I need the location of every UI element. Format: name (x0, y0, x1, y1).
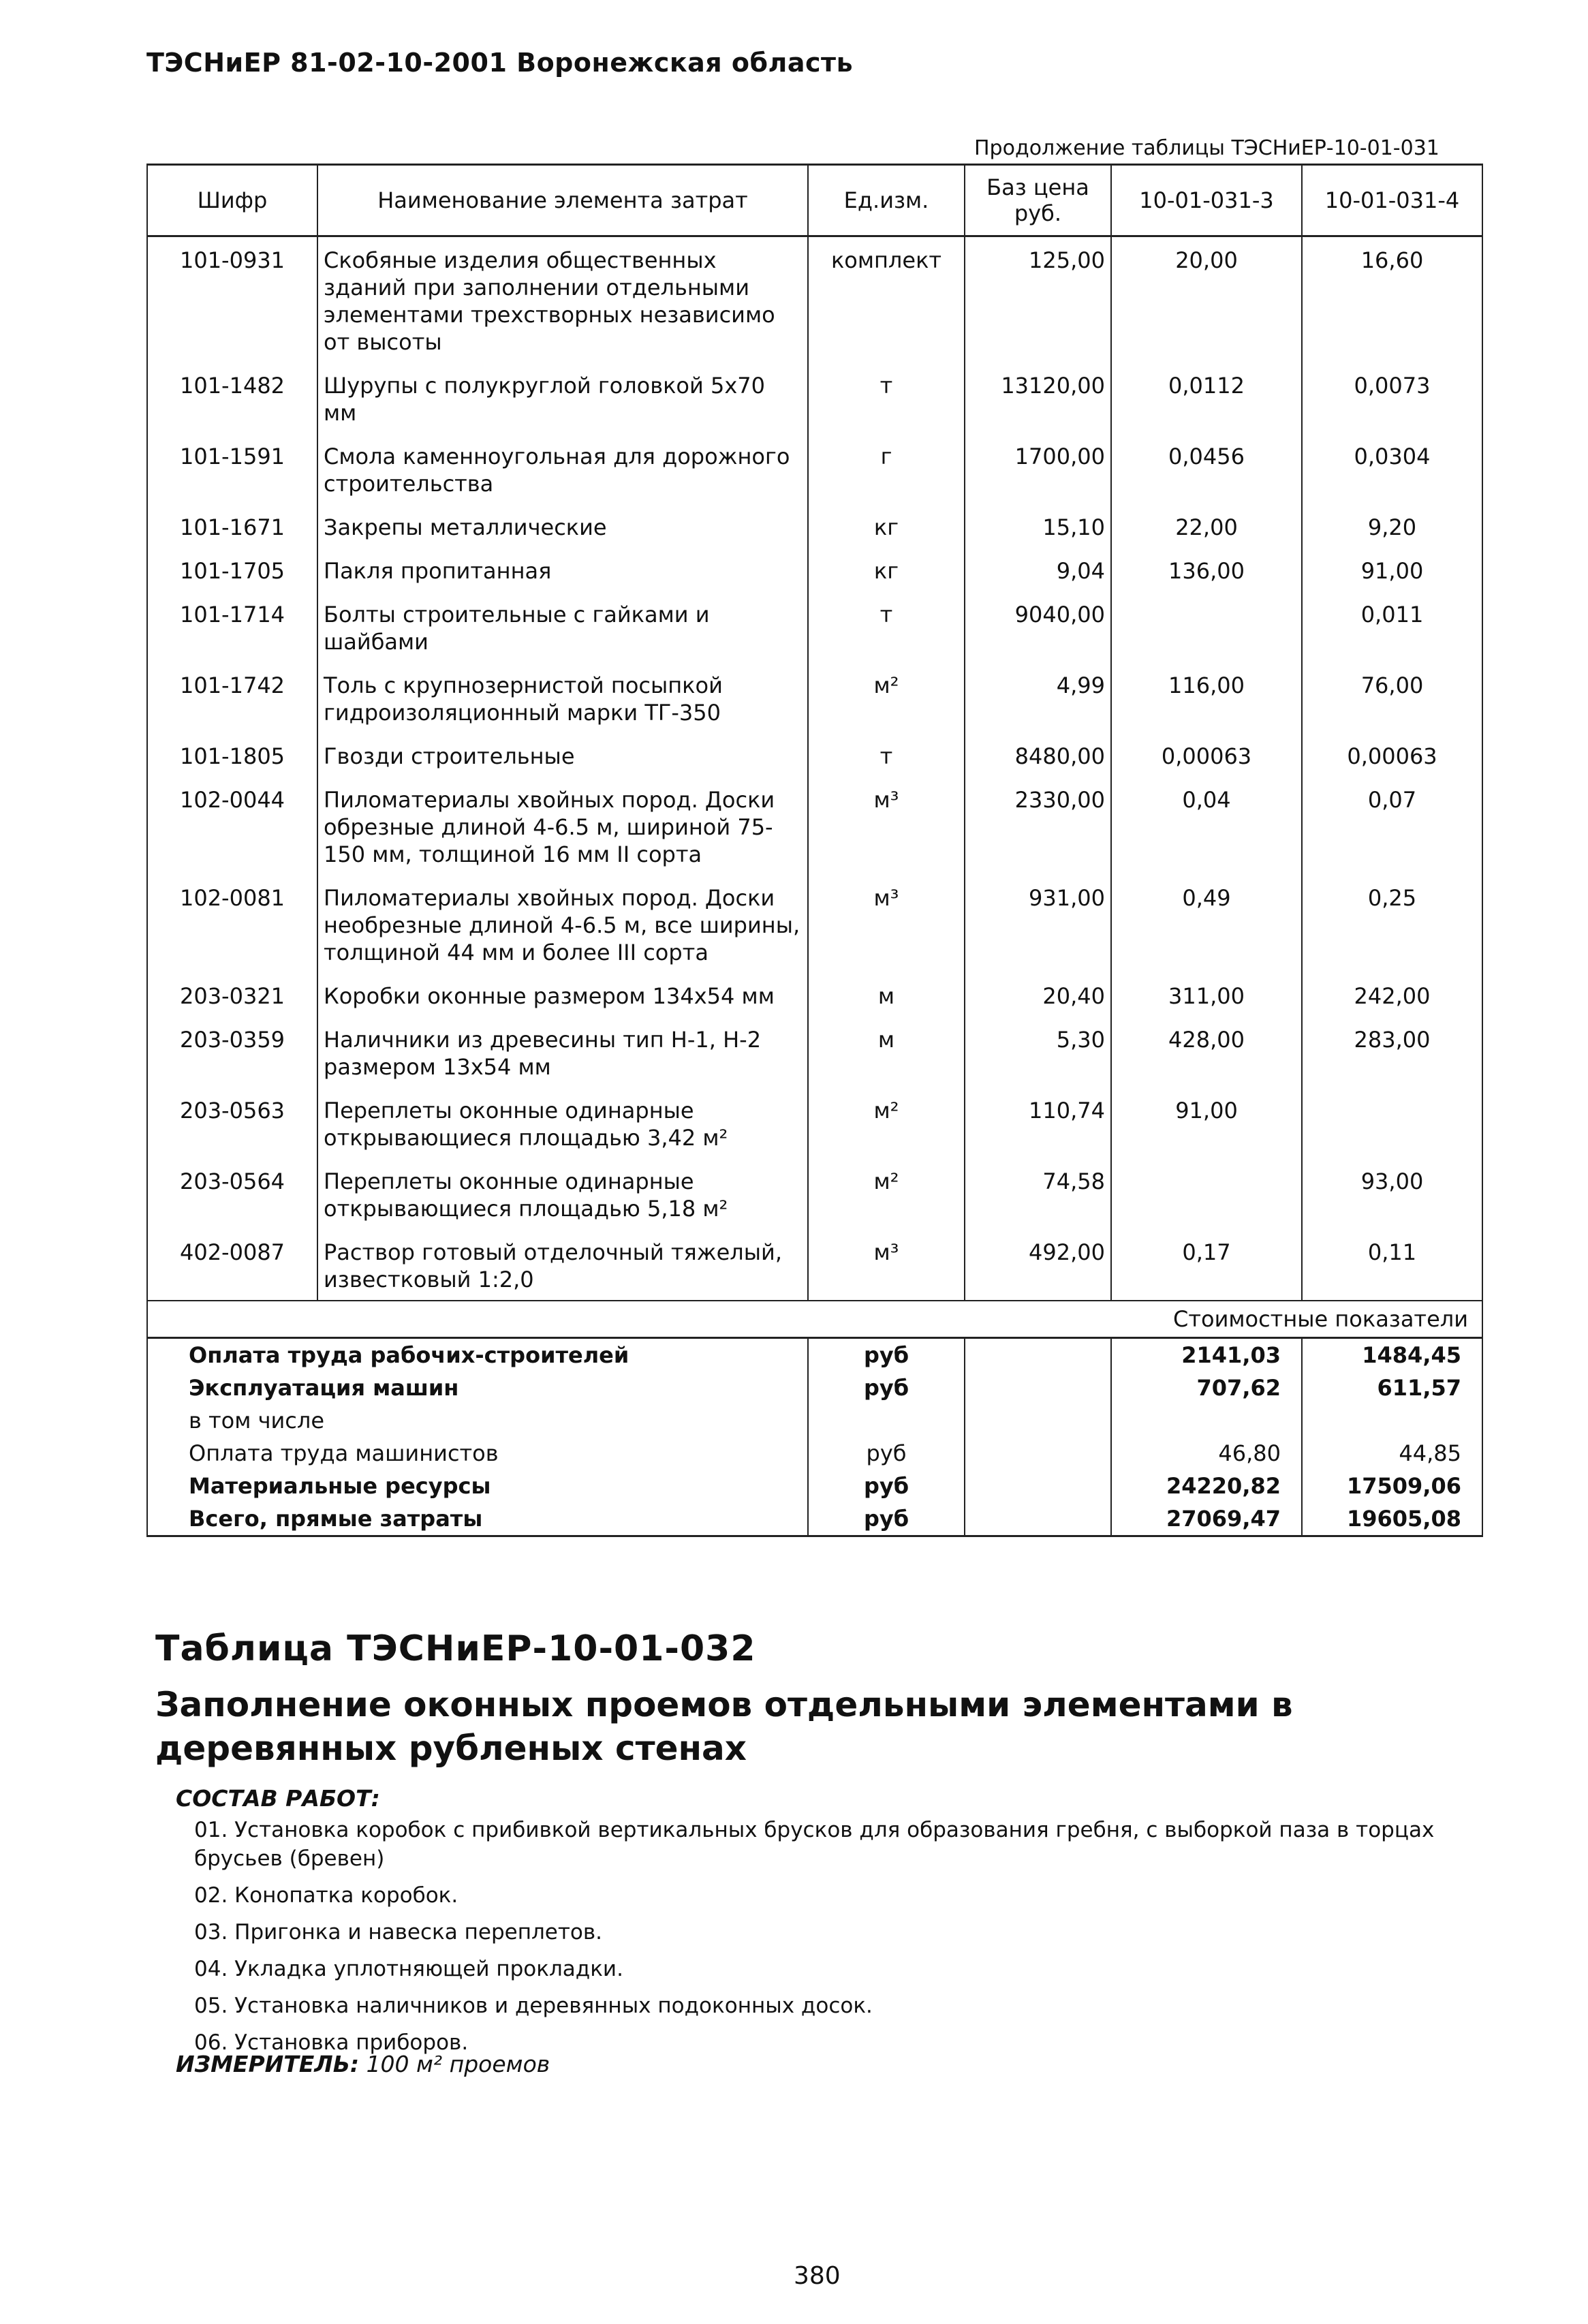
row-value-031-3: 311,00 (1111, 973, 1302, 1017)
row-unit: т (808, 733, 965, 777)
table-row (147, 1158, 1482, 1229)
table2-subtitle: Заполнение оконных проемов отдельными элементами в деревянных рубленых стенах (155, 1685, 1293, 1768)
row-name: Раствор готовый отделочный тяжелый, известковый 1:2,0 (317, 1229, 808, 1301)
col-header-code: Шифр (147, 165, 317, 236)
cost-row (147, 1372, 1482, 1404)
works-item: 06. Установка приборов. (194, 2030, 469, 2055)
row-value-031-4 (1302, 1087, 1482, 1158)
row-price: 8480,00 (965, 733, 1111, 777)
cost-unit: руб (808, 1338, 965, 1372)
table-row (147, 362, 1482, 433)
row-code: 102-0044 (147, 777, 317, 875)
cost-label: Эксплуатация машин (147, 1372, 808, 1404)
cost-label: Материальные ресурсы (147, 1470, 808, 1502)
col-header-unit: Ед.изм. (808, 165, 965, 236)
cost-empty (965, 1502, 1111, 1536)
row-code: 101-1591 (147, 433, 317, 504)
table-row (147, 236, 1482, 363)
row-value-031-4: 0,07 (1302, 777, 1482, 875)
row-value-031-4: 91,00 (1302, 548, 1482, 591)
row-name: Пакля пропитанная (317, 548, 808, 591)
cost-label: Оплата труда машинистов (147, 1437, 808, 1470)
row-unit: комплект (808, 236, 965, 363)
table2-title: Таблица ТЭСНиЕР-10-01-032 (155, 1628, 756, 1669)
table-row (147, 973, 1482, 1017)
row-value-031-3: 136,00 (1111, 548, 1302, 591)
row-unit: м² (808, 662, 965, 733)
table-header-row (147, 165, 1482, 236)
row-unit: м² (808, 1158, 965, 1229)
document-header-title: ТЭСНиЕР 81-02-10-2001 Воронежская область (146, 48, 854, 78)
cost-value-031-3: 2141,03 (1111, 1338, 1302, 1372)
row-value-031-4: 76,00 (1302, 662, 1482, 733)
row-unit: кг (808, 504, 965, 548)
row-price: 9040,00 (965, 591, 1111, 662)
cost-unit: руб (808, 1502, 965, 1536)
row-code: 101-1705 (147, 548, 317, 591)
row-unit: т (808, 362, 965, 433)
row-name: Наличники из древесины тип Н-1, Н-2 размером 13x54 мм (317, 1017, 808, 1087)
row-name: Пиломатериалы хвойных пород. Доски необрезные длиной 4-6.5 м, все ширины, толщиной 44 мм и более III сорта (317, 875, 808, 973)
col-header-name: Наименование элемента затрат (317, 165, 808, 236)
row-price: 20,40 (965, 973, 1111, 1017)
measurer (176, 2051, 550, 2077)
row-name: Пиломатериалы хвойных пород. Доски обрезные длиной 4-6.5 м, шириной 75-150 мм, толщиной 16 мм II сорта (317, 777, 808, 875)
row-code: 203-0563 (147, 1087, 317, 1158)
row-value-031-4: 0,0304 (1302, 433, 1482, 504)
cost-value-031-4: 1484,45 (1302, 1338, 1482, 1372)
row-price: 5,30 (965, 1017, 1111, 1087)
row-unit: м² (808, 1087, 965, 1158)
row-name: Коробки оконные размером 134x54 мм (317, 973, 808, 1017)
row-value-031-4: 93,00 (1302, 1158, 1482, 1229)
table-row (147, 777, 1482, 875)
row-price: 4,99 (965, 662, 1111, 733)
row-code: 203-0321 (147, 973, 317, 1017)
row-price: 125,00 (965, 236, 1111, 363)
row-name: Толь с крупнозернистой посыпкой гидроизоляционный марки ТГ-350 (317, 662, 808, 733)
row-price: 931,00 (965, 875, 1111, 973)
cost-value-031-4: 611,57 (1302, 1372, 1482, 1404)
row-name: Болты строительные с гайками и шайбами (317, 591, 808, 662)
resource-table (146, 164, 1483, 1537)
row-value-031-3: 22,00 (1111, 504, 1302, 548)
cost-value-031-3: 707,62 (1111, 1372, 1302, 1404)
row-code: 101-1482 (147, 362, 317, 433)
row-code: 101-1805 (147, 733, 317, 777)
cost-value-031-3 (1111, 1404, 1302, 1437)
cost-empty (965, 1470, 1111, 1502)
cost-section-row (147, 1301, 1482, 1338)
table-row (147, 548, 1482, 591)
row-value-031-4: 0,0073 (1302, 362, 1482, 433)
row-value-031-3: 428,00 (1111, 1017, 1302, 1087)
row-value-031-4: 9,20 (1302, 504, 1482, 548)
table-row (147, 662, 1482, 733)
works-heading: СОСТАВ РАБОТ: (176, 1785, 380, 1812)
table-row (147, 1229, 1482, 1301)
cost-value-031-3: 24220,82 (1111, 1470, 1302, 1502)
cost-row (147, 1437, 1482, 1470)
row-name: Смола каменноугольная для дорожного строительства (317, 433, 808, 504)
row-name: Переплеты оконные одинарные открывающиеся площадью 3,42 м² (317, 1087, 808, 1158)
cost-value-031-4: 17509,06 (1302, 1470, 1482, 1502)
row-value-031-3 (1111, 591, 1302, 662)
row-unit: м (808, 973, 965, 1017)
row-value-031-4: 0,00063 (1302, 733, 1482, 777)
row-name: Гвозди строительные (317, 733, 808, 777)
measurer-value: 100 м² проемов (366, 2051, 550, 2077)
cost-row (147, 1404, 1482, 1437)
cost-value-031-3: 46,80 (1111, 1437, 1302, 1470)
row-code: 101-1714 (147, 591, 317, 662)
works-item: 02. Конопатка коробок. (194, 1883, 458, 1908)
row-value-031-4: 0,011 (1302, 591, 1482, 662)
cost-label: в том числе (147, 1404, 808, 1437)
row-unit: м³ (808, 875, 965, 973)
row-code: 101-0931 (147, 236, 317, 363)
row-code: 101-1742 (147, 662, 317, 733)
table-row (147, 1017, 1482, 1087)
row-value-031-4: 0,25 (1302, 875, 1482, 973)
row-name: Закрепы металлические (317, 504, 808, 548)
row-code: 203-0359 (147, 1017, 317, 1087)
works-item: 01. Установка коробок с прибивкой вертикальных брусков для образования гребня, с выборкой паза в торцах брусьев (бревен) (194, 1818, 1435, 1871)
table-row (147, 875, 1482, 973)
cost-empty (965, 1437, 1111, 1470)
row-price: 1700,00 (965, 433, 1111, 504)
row-value-031-4: 16,60 (1302, 236, 1482, 363)
row-value-031-4: 242,00 (1302, 973, 1482, 1017)
row-value-031-4: 0,11 (1302, 1229, 1482, 1301)
row-code: 402-0087 (147, 1229, 317, 1301)
row-name: Скобяные изделия общественных зданий при заполнении отдельными элементами трехстворных независимо от высоты (317, 236, 808, 363)
cost-unit: руб (808, 1437, 965, 1470)
row-value-031-3: 116,00 (1111, 662, 1302, 733)
page-number: 380 (794, 2262, 841, 2290)
works-item: 04. Укладка уплотняющей прокладки. (194, 1957, 623, 1981)
cost-empty (965, 1338, 1111, 1372)
cost-value-031-4: 44,85 (1302, 1437, 1482, 1470)
cost-row (147, 1502, 1482, 1536)
row-unit: м (808, 1017, 965, 1087)
cost-unit: руб (808, 1372, 965, 1404)
row-value-031-3: 20,00 (1111, 236, 1302, 363)
cost-label: Всего, прямые затраты (147, 1502, 808, 1536)
row-value-031-3: 0,04 (1111, 777, 1302, 875)
row-value-031-3 (1111, 1158, 1302, 1229)
row-unit: г (808, 433, 965, 504)
row-code: 203-0564 (147, 1158, 317, 1229)
row-price: 15,10 (965, 504, 1111, 548)
cost-value-031-4 (1302, 1404, 1482, 1437)
works-item: 05. Установка наличников и деревянных подоконных досок. (194, 1994, 873, 2018)
table-row (147, 504, 1482, 548)
cost-unit: руб (808, 1470, 965, 1502)
cost-row (147, 1338, 1482, 1372)
col-header-031-3: 10-01-031-3 (1111, 165, 1302, 236)
row-price: 492,00 (965, 1229, 1111, 1301)
row-value-031-3: 0,0456 (1111, 433, 1302, 504)
cost-label: Оплата труда рабочих-строителей (147, 1338, 808, 1372)
row-code: 102-0081 (147, 875, 317, 973)
cost-value-031-4: 19605,08 (1302, 1502, 1482, 1536)
row-value-031-4: 283,00 (1302, 1017, 1482, 1087)
works-list (194, 1816, 1475, 2065)
row-value-031-3: 0,49 (1111, 875, 1302, 973)
row-value-031-3: 91,00 (1111, 1087, 1302, 1158)
row-unit: м³ (808, 1229, 965, 1301)
row-code: 101-1671 (147, 504, 317, 548)
row-value-031-3: 0,00063 (1111, 733, 1302, 777)
table-row (147, 1087, 1482, 1158)
row-name: Шурупы с полукруглой головкой 5x70 мм (317, 362, 808, 433)
table-row (147, 433, 1482, 504)
cost-unit (808, 1404, 965, 1437)
row-value-031-3: 0,0112 (1111, 362, 1302, 433)
cost-row (147, 1470, 1482, 1502)
row-value-031-3: 0,17 (1111, 1229, 1302, 1301)
cost-section-label: Стоимостные показатели (147, 1301, 1482, 1338)
row-price: 74,58 (965, 1158, 1111, 1229)
row-price: 2330,00 (965, 777, 1111, 875)
cost-empty (965, 1372, 1111, 1404)
col-header-price: Баз цена руб. (965, 165, 1111, 236)
row-unit: т (808, 591, 965, 662)
cost-value-031-3: 27069,47 (1111, 1502, 1302, 1536)
row-unit: м³ (808, 777, 965, 875)
works-item: 03. Пригонка и навеска переплетов. (194, 1920, 603, 1945)
row-unit: кг (808, 548, 965, 591)
table-continuation-caption: Продолжение таблицы ТЭСНиЕР-10-01-031 (974, 136, 1439, 160)
table-row (147, 733, 1482, 777)
row-price: 110,74 (965, 1087, 1111, 1158)
col-header-031-4: 10-01-031-4 (1302, 165, 1482, 236)
table-row (147, 591, 1482, 662)
cost-empty (965, 1404, 1111, 1437)
row-price: 13120,00 (965, 362, 1111, 433)
row-price: 9,04 (965, 548, 1111, 591)
measurer-label: ИЗМЕРИТЕЛЬ: (176, 2051, 360, 2077)
row-name: Переплеты оконные одинарные открывающиеся площадью 5,18 м² (317, 1158, 808, 1229)
